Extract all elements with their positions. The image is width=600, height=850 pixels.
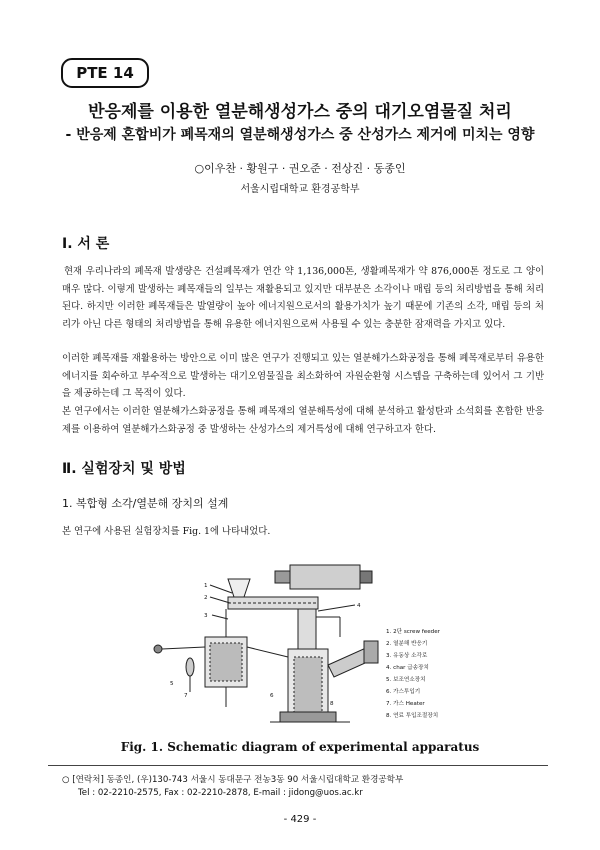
legend-item: 3. 유동상 소각로 (386, 653, 428, 659)
callout-number: 2 (204, 595, 208, 601)
contact-details: Tel : 02-2210-2575, Fax : 02-2210-2878, E-mail : jidong@uos.ac.kr (78, 788, 363, 798)
legend-item: 1. 2단 screw feeder (386, 629, 440, 635)
footnote-divider (48, 765, 548, 766)
top-motor (290, 565, 360, 589)
legend-item: 5. 보조연소장치 (386, 677, 426, 683)
paper-title: 반응제를 이용한 열분해생성가스 중의 대기오염물질 처리 (88, 102, 512, 122)
callout-number: 6 (270, 693, 274, 699)
intro-paragraph-2: 이러한 폐목재를 재활용하는 방안으로 이미 많은 연구가 진행되고 있는 열분해가스화공정을 통해 폐목재로부터 유용한 에너지를 회수하고 부수적으로 발생하는 대기오염물질을 최소화하여 자원순환형 시스템을 구축하는데 있어서 그 기반을 제공하는데 그 목적이 있다. (62, 353, 544, 399)
legend-item: 8. 연료 투입조절장치 (386, 713, 439, 719)
author-list: ○이우찬 · 황원구 · 권오준 · 전상진 · 동종인 (194, 162, 406, 175)
callout-number: 7 (184, 693, 188, 699)
legend-item: 4. char 급송장치 (386, 665, 429, 671)
legend-item: 7. 가스 Heater (386, 701, 425, 707)
callout-number: 8 (330, 701, 334, 707)
legend-item: 6. 가스투입기 (386, 689, 421, 695)
gas-injector (154, 645, 162, 653)
callout-number: 1 (204, 583, 208, 589)
callout-number: 3 (204, 613, 208, 619)
page-number: - 429 - (283, 814, 317, 825)
incinerator-tower (298, 609, 316, 649)
subsection-heading: 1. 복합형 소각/열분해 장치의 설계 (62, 497, 229, 510)
section-heading-methods: Ⅱ. 실험장치 및 방법 (62, 461, 186, 477)
apparatus-schematic (150, 557, 470, 732)
callout-number: 4 (357, 603, 361, 609)
intro-paragraph-1: 현재 우리나라의 폐목재 발생량은 건설폐목재가 연간 약 1,136,000톤, 생활폐목재가 약 876,000톤 정도로 그 양이 매우 많다. 이렇게 발생하는 폐목재들의 일부는 재활용되고 있지만 대부분은 소각이나 매립 등의 처리방법을 통해 처리된다. 하지만 이러한 폐목재들은 발열량이 높아 에너지원으로서의 활용가치가 높기 때문에 기존의 소각, 매립 등의 처리가 아닌 다른 형태의 처리방법을 통해 유용한 에너지원으로써 사용될 수 있는 충분한 잠재력을 가지고 있다. (62, 266, 544, 330)
callout-number: 5 (170, 681, 174, 687)
contact-line: ○ [연락처] 동종인, (우)130-743 서울시 동대문구 전농3동 90 서울시립대학교 환경공학부 (62, 775, 404, 785)
figure-caption: Fig. 1. Schematic diagram of experimental apparatus (120, 740, 480, 754)
hopper (228, 579, 250, 597)
section-heading-intro: Ⅰ. 서 론 (62, 236, 110, 252)
methods-paragraph-1: 본 연구에 사용된 실험장치를 Fig. 1에 나타내었다. (62, 526, 271, 537)
affiliation: 서울시립대학교 환경공학부 (240, 184, 360, 195)
intro-paragraph-3: 본 연구에서는 이러한 열분해가스화공정을 통해 폐목재의 열분해특성에 대해 분석하고 활성탄과 소석회를 혼합한 반응제를 이용하여 열분해가스화공정 중 발생하는 산성가스의 제거특성에 대해 연구하고자 한다. (62, 406, 544, 435)
gas-heater (186, 658, 194, 676)
legend-item: 2. 열분해 반응기 (386, 641, 428, 647)
paper-tag: PTE 14 (61, 58, 149, 88)
paper-subtitle: - 반응제 혼합비가 폐목재의 열분해생성가스 중 산성가스 제거에 미치는 영향 (65, 127, 535, 143)
